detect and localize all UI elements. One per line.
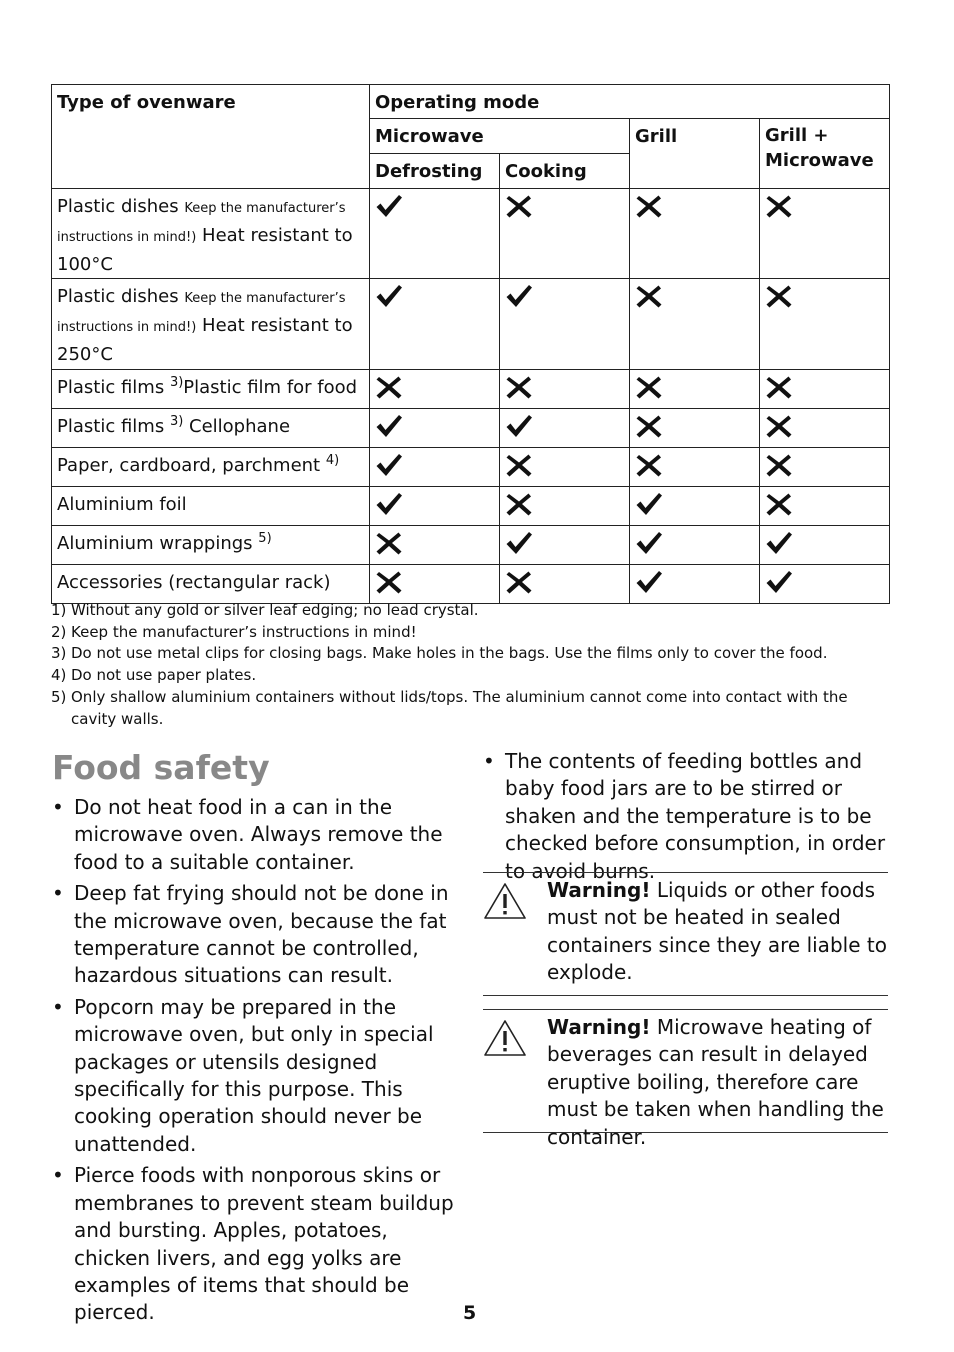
ovenware-name: Paper, cardboard, parchment	[57, 455, 321, 476]
mode-cell	[370, 487, 500, 526]
ovenware-type-cell	[52, 279, 370, 370]
cross-icon	[505, 374, 533, 400]
mode-cell	[500, 189, 630, 279]
mode-cell	[370, 279, 500, 370]
mode-cell	[760, 448, 890, 487]
mode-cell	[760, 370, 890, 409]
list-item: • Deep fat frying should not be done in the microwave oven, because the fat temperature cannot be controlled, hazardous situations can result.	[52, 880, 462, 990]
warning-text: Liquids or other foods must not be heated in sealed containers since they are liable to explode.	[547, 878, 887, 985]
header-grill: Grill	[630, 119, 760, 189]
mode-cell	[500, 487, 630, 526]
check-icon	[375, 413, 403, 439]
header-type-of-ovenware: Type of ovenware	[52, 85, 370, 189]
ovenware-name: Accessories (rectangular rack)	[57, 572, 331, 593]
ovenware-type-cell	[52, 448, 370, 487]
mode-cell	[500, 279, 630, 370]
ovenware-name: Plastic films	[57, 377, 165, 398]
mode-cell	[500, 370, 630, 409]
footnote-ref: 3)	[169, 414, 184, 429]
ovenware-name: Plastic dishes	[57, 286, 179, 307]
cross-icon	[505, 569, 533, 595]
ovenware-type-cell	[52, 409, 370, 448]
ovenware-detail: Heat resistant to 100°C	[57, 225, 353, 275]
ovenware-type-cell	[52, 526, 370, 565]
cross-icon	[765, 283, 793, 309]
cross-icon	[635, 413, 663, 439]
ovenware-detail: Heat resistant to 250°C	[57, 315, 353, 365]
header-grill-microwave: Grill + Microwave	[760, 119, 890, 189]
list-item: • The contents of feeding bottles and baby food jars are to be stirred or shaken and the temperature is to be checked before consumption, in order to avoid burns.	[483, 748, 893, 885]
right-bullet-list	[483, 748, 893, 889]
mode-cell	[370, 526, 500, 565]
footnote-number: 4)	[51, 666, 67, 685]
warning-label: Warning!	[547, 1015, 651, 1039]
mode-cell	[370, 189, 500, 279]
mode-cell	[630, 448, 760, 487]
ovenware-type-cell	[52, 487, 370, 526]
list-item: • Popcorn may be prepared in the microwave oven, but only in special packages or utensils designed specifically for this purpose. This cooking operation should never be unattended.	[52, 994, 462, 1158]
mode-cell	[630, 409, 760, 448]
ovenware-detail: Plastic film for food	[183, 377, 358, 398]
cross-icon	[765, 413, 793, 439]
cross-icon	[505, 452, 533, 478]
mode-cell	[630, 487, 760, 526]
cross-icon	[635, 193, 663, 219]
mode-cell	[630, 189, 760, 279]
footnote-number: 5)	[51, 687, 67, 706]
footnote	[51, 643, 891, 665]
table-row	[52, 409, 890, 448]
ovenware-note: Keep the manufacturer’s instructions in mind!)	[57, 201, 346, 245]
table-row	[52, 279, 890, 370]
check-icon	[375, 193, 403, 219]
section-title: Food safety	[52, 748, 270, 787]
footnote-text: Keep the manufacturer’s instructions in mind!	[71, 622, 417, 641]
footnote	[51, 687, 891, 730]
ovenware-type-cell	[52, 189, 370, 279]
header-cooking: Cooking	[500, 154, 630, 189]
check-icon	[375, 491, 403, 517]
check-icon	[635, 491, 663, 517]
table-row	[52, 487, 890, 526]
cross-icon	[375, 530, 403, 556]
table-row	[52, 448, 890, 487]
mode-cell	[760, 189, 890, 279]
mode-cell	[370, 409, 500, 448]
mode-cell	[760, 487, 890, 526]
check-icon	[375, 452, 403, 478]
cross-icon	[505, 193, 533, 219]
footnote-ref: 3)	[169, 375, 184, 390]
warning-label: Warning!	[547, 878, 651, 902]
mode-cell	[370, 448, 500, 487]
header-microwave: Microwave	[370, 119, 630, 154]
mode-cell	[760, 526, 890, 565]
footnote-text: Do not use paper plates.	[71, 666, 257, 685]
cross-icon	[765, 452, 793, 478]
mode-cell	[630, 526, 760, 565]
cross-icon	[765, 193, 793, 219]
footnote-ref: 5)	[258, 531, 272, 546]
footnote-number: 3)	[51, 644, 67, 663]
cross-icon	[375, 569, 403, 595]
warning-box	[483, 1009, 888, 1149]
table-row	[52, 189, 890, 279]
cross-icon	[765, 374, 793, 400]
check-icon	[375, 283, 403, 309]
list-item: • Do not heat food in a can in the microwave oven. Always remove the food to a suitable container.	[52, 794, 462, 876]
footnote	[51, 665, 891, 687]
check-icon	[765, 530, 793, 556]
table-row	[52, 370, 890, 409]
cross-icon	[765, 491, 793, 517]
footnote-number: 2)	[51, 622, 67, 641]
footnote	[51, 600, 891, 622]
footnote-text: Without any gold or silver leaf edging; no lead crystal.	[71, 601, 479, 619]
check-icon	[505, 283, 533, 309]
table-row	[52, 565, 890, 604]
table-body	[52, 189, 890, 604]
header-operating-mode: Operating mode	[370, 85, 890, 119]
mode-cell	[500, 526, 630, 565]
mode-cell	[500, 448, 630, 487]
mode-cell	[370, 370, 500, 409]
check-icon	[505, 413, 533, 439]
cross-icon	[635, 452, 663, 478]
footnote-text: Only shallow aluminium containers without lids/tops. The aluminium cannot come into contact with the cavity walls.	[71, 687, 848, 728]
check-icon	[635, 530, 663, 556]
cross-icon	[635, 283, 663, 309]
left-bullet-list	[52, 794, 462, 1331]
ovenware-type-cell	[52, 370, 370, 409]
ovenware-table	[51, 84, 890, 604]
header-defrosting: Defrosting	[370, 154, 500, 189]
table-row	[52, 526, 890, 565]
mode-cell	[630, 370, 760, 409]
footnote-ref: 4)	[325, 453, 340, 468]
footnote-text: Do not use metal clips for closing bags. Make holes in the bags. Use the films only to cover the food.	[71, 644, 828, 663]
check-icon	[635, 569, 663, 595]
mode-cell	[760, 279, 890, 370]
ovenware-name: Aluminium foil	[57, 494, 187, 515]
warning-icon	[483, 881, 527, 921]
mode-cell	[760, 565, 890, 604]
check-icon	[765, 569, 793, 595]
footnotes	[51, 600, 891, 730]
ovenware-detail: Cellophane	[189, 416, 291, 437]
page-number: 5	[463, 1302, 477, 1324]
cross-icon	[635, 374, 663, 400]
footnote	[51, 622, 891, 644]
ovenware-type-cell	[52, 565, 370, 604]
ovenware-name: Plastic dishes	[57, 196, 179, 217]
ovenware-name: Plastic films	[57, 416, 165, 437]
warning-box	[483, 872, 888, 996]
mode-cell	[630, 565, 760, 604]
mode-cell	[370, 565, 500, 604]
mode-cell	[630, 279, 760, 370]
warning-icon	[483, 1018, 527, 1058]
footnote-number: 1)	[51, 601, 67, 619]
check-icon	[505, 530, 533, 556]
list-item: • Pierce foods with nonporous skins or membranes to prevent steam buildup and bursting. Apples, potatoes, chicken livers, and egg yolks are examples of items that should be pierced.	[52, 1162, 462, 1326]
cross-icon	[505, 491, 533, 517]
mode-cell	[500, 409, 630, 448]
mode-cell	[500, 565, 630, 604]
ovenware-note: Keep the manufacturer’s instructions in mind!)	[57, 291, 346, 335]
warning-text: Microwave heating of beverages can result in delayed eruptive boiling, therefore care must be taken when handling the container.	[547, 1015, 884, 1149]
ovenware-name: Aluminium wrappings	[57, 533, 253, 554]
cross-icon	[375, 374, 403, 400]
mode-cell	[760, 409, 890, 448]
